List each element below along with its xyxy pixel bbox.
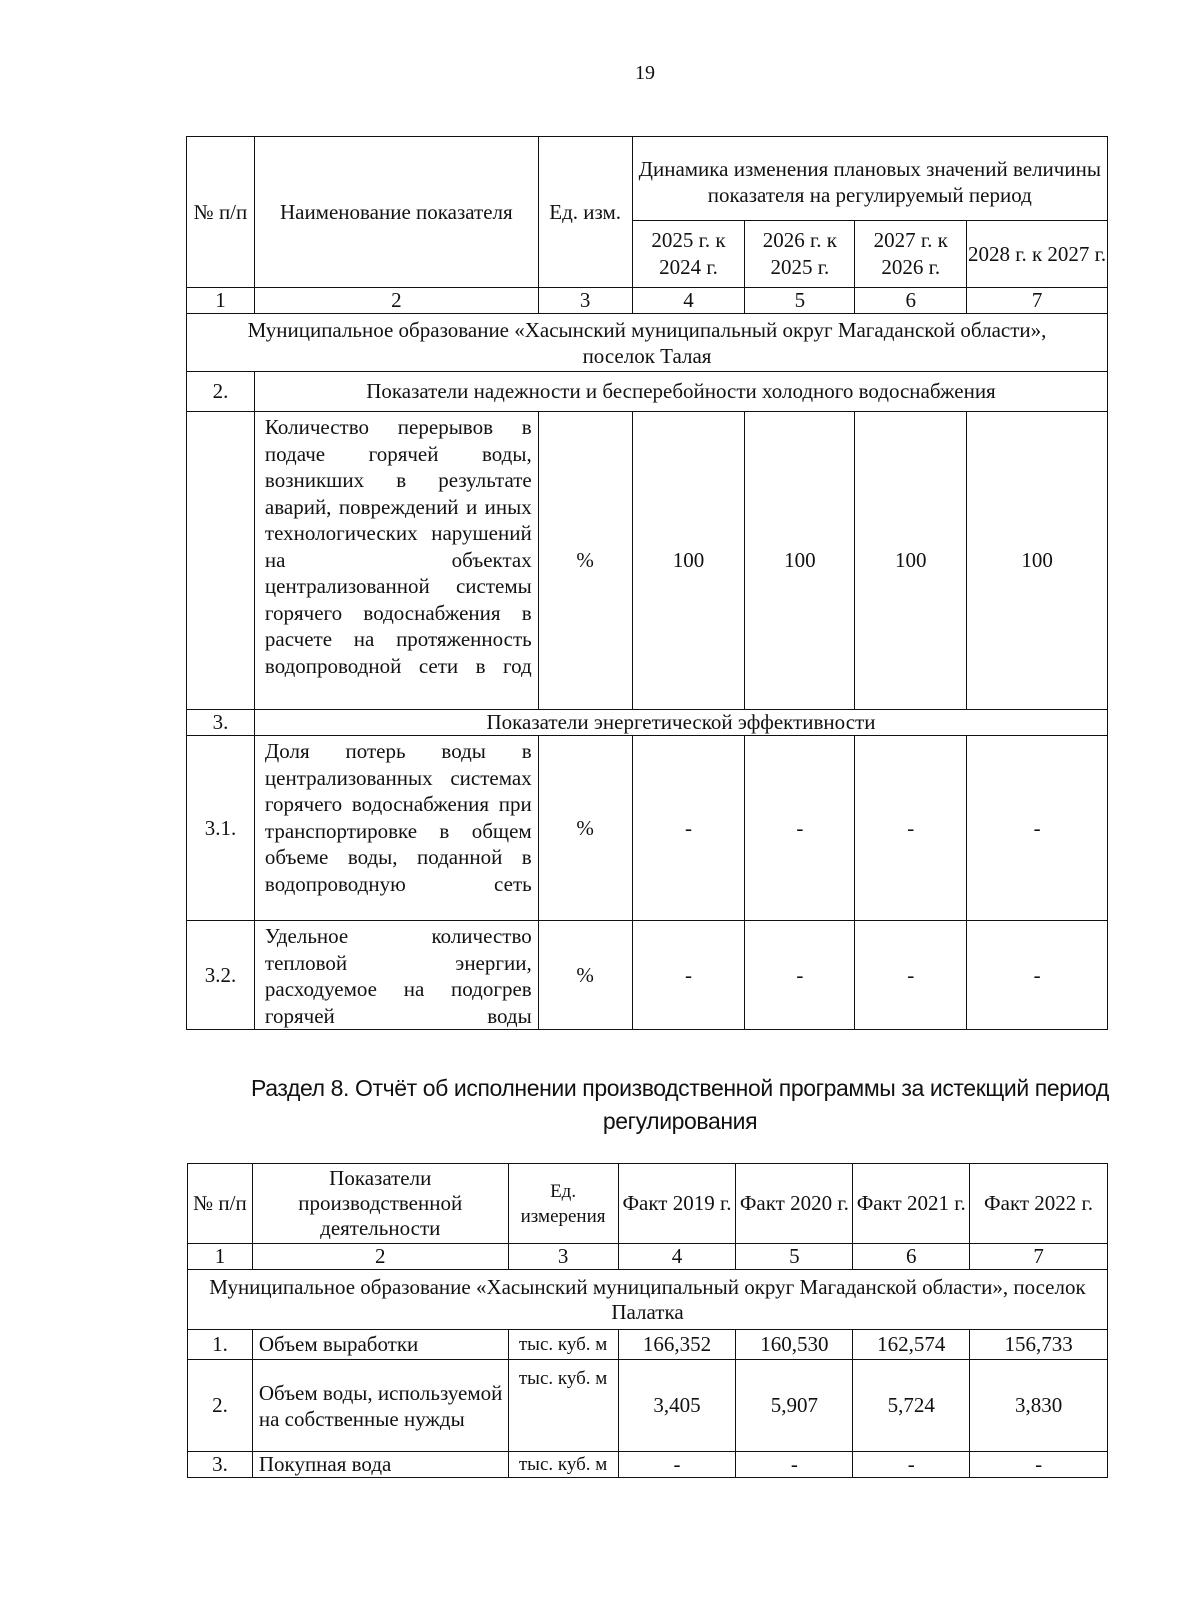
row-num: 3.1.: [187, 736, 255, 921]
col-number: 6: [853, 1244, 970, 1270]
header-year: 2028 г. к 2027 г.: [967, 221, 1108, 288]
col-number: 4: [618, 1244, 736, 1270]
indicator-value: 100: [745, 412, 855, 710]
col-number: 4: [632, 288, 745, 314]
header-year: 2026 г. к 2025 г.: [745, 221, 855, 288]
row-num: 3.: [188, 1452, 253, 1478]
header-fact: Факт 2021 г.: [853, 1164, 970, 1244]
row-num: [187, 412, 255, 710]
indicator-name: Покупная вода: [252, 1452, 508, 1478]
municipality-row: Муниципальное образование «Хасынский муниципальный округ Магаданской области», поселок Палатка: [188, 1270, 1108, 1330]
header-fact: Факт 2020 г.: [736, 1164, 853, 1244]
header-fact: Факт 2019 г.: [618, 1164, 736, 1244]
indicator-name: Удельное количество тепловой энергии, расходуемое на подогрев горячей воды: [254, 921, 538, 1030]
col-number: 7: [970, 1244, 1108, 1270]
row-num: 1.: [188, 1330, 253, 1360]
indicator-name: Доля потерь воды в централизованных системах горячего водоснабжения при транспортировке в общем объеме воды, поданной в водопроводную сеть: [254, 736, 538, 921]
indicator-name: Объем выработки: [252, 1330, 508, 1360]
production-report-table: [187, 1163, 1108, 1478]
indicator-value: 162,574: [853, 1330, 970, 1360]
section-8-title: Раздел 8. Отчёт об исполнении производственной программы за истекщий период регулирования: [251, 1075, 1109, 1134]
header-name: Показатели производственной деятельности: [252, 1164, 508, 1244]
indicator-name: Объем воды, используемой на собственные нужды: [252, 1360, 508, 1452]
row-num: 2.: [188, 1360, 253, 1452]
indicator-value: -: [632, 736, 745, 921]
planned-indicators-table: [186, 136, 1108, 1030]
header-year: 2025 г. к 2024 г.: [632, 221, 745, 288]
section-num: 2.: [187, 372, 255, 412]
indicator-value: 3,830: [970, 1360, 1108, 1452]
indicator-value: -: [853, 1452, 970, 1478]
header-name: Наименование показателя: [254, 137, 538, 288]
section-title: Показатели надежности и бесперебойности холодного водоснабжения: [254, 372, 1107, 412]
indicator-value: 5,724: [853, 1360, 970, 1452]
col-number: 2: [254, 288, 538, 314]
indicator-unit: %: [538, 921, 632, 1030]
indicator-value: 100: [967, 412, 1108, 710]
col-number: 1: [188, 1244, 253, 1270]
indicator-value: -: [632, 921, 745, 1030]
indicator-value: -: [736, 1452, 853, 1478]
indicator-value: -: [855, 736, 967, 921]
indicator-value: -: [967, 921, 1108, 1030]
col-number: 5: [745, 288, 855, 314]
municipality-row: Муниципальное образование «Хасынский муниципальный округ Магаданской области», поселок Талая: [187, 314, 1108, 372]
indicator-value: -: [618, 1452, 736, 1478]
col-number: 3: [508, 1244, 618, 1270]
indicator-value: 160,530: [736, 1330, 853, 1360]
indicator-value: 100: [855, 412, 967, 710]
indicator-value: -: [745, 921, 855, 1030]
header-unit: Ед. изм.: [538, 137, 632, 288]
indicator-value: -: [967, 736, 1108, 921]
header-num: № п/п: [187, 137, 255, 288]
header-dynamics: Динамика изменения плановых значений величины показателя на регулируемый период: [632, 137, 1107, 221]
indicator-unit: тыс. куб. м: [508, 1330, 618, 1360]
indicator-value: 5,907: [736, 1360, 853, 1452]
indicator-unit: %: [538, 736, 632, 921]
header-fact: Факт 2022 г.: [970, 1164, 1108, 1244]
indicator-name: Количество перерывов в подаче горячей воды, возникших в результате аварий, повреждений и иных технологических нарушений на объектах централизованной системы горячего водоснабжения в расчете на протяженность водопроводной сети в год: [254, 412, 538, 710]
section-title: Показатели энергетической эффективности: [254, 710, 1107, 736]
row-num: 3.2.: [187, 921, 255, 1030]
header-year: 2027 г. к 2026 г.: [855, 221, 967, 288]
col-number: 3: [538, 288, 632, 314]
col-number: 7: [967, 288, 1108, 314]
col-number: 2: [252, 1244, 508, 1270]
indicator-value: -: [855, 921, 967, 1030]
indicator-value: 3,405: [618, 1360, 736, 1452]
col-number: 1: [187, 288, 255, 314]
indicator-unit: тыс. куб. м: [508, 1452, 618, 1478]
indicator-value: -: [745, 736, 855, 921]
col-number: 5: [736, 1244, 853, 1270]
indicator-unit: %: [538, 412, 632, 710]
header-num: № п/п: [188, 1164, 253, 1244]
indicator-value: 166,352: [618, 1330, 736, 1360]
indicator-value: 100: [632, 412, 745, 710]
indicator-unit: тыс. куб. м: [508, 1360, 618, 1452]
header-unit: Ед. измерения: [508, 1164, 618, 1244]
indicator-value: 156,733: [970, 1330, 1108, 1360]
col-number: 6: [855, 288, 967, 314]
section-num: 3.: [187, 710, 255, 736]
page-number: 19: [635, 62, 655, 84]
indicator-value: -: [970, 1452, 1108, 1478]
